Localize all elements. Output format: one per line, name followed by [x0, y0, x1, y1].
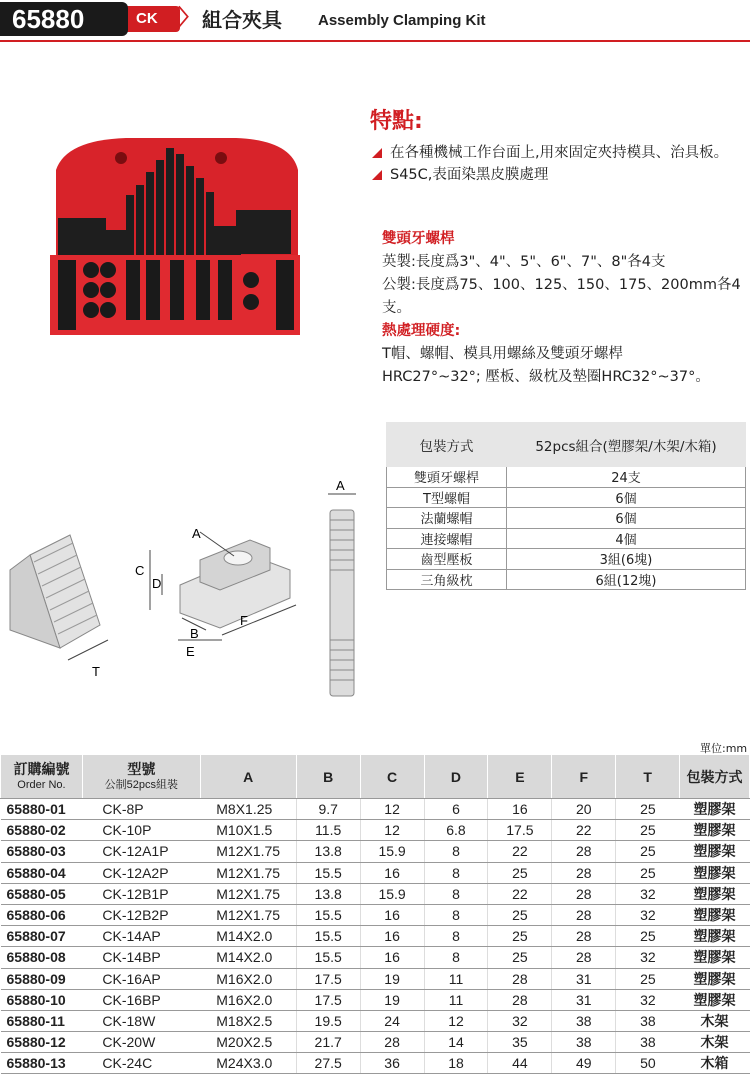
spec-table — [0, 754, 750, 1074]
dim-t: 25 — [616, 926, 680, 947]
table-row — [1, 947, 750, 968]
dim-t: 25 — [616, 799, 680, 820]
table-row — [1, 841, 750, 862]
dim-t: 38 — [616, 1032, 680, 1053]
dim-t: 25 — [616, 820, 680, 841]
package-item-qty: 6組(12塊) — [507, 569, 746, 590]
dim-d: 8 — [424, 883, 488, 904]
package-item-name: 三角級枕 — [387, 569, 507, 590]
package-item-qty: 6個 — [507, 508, 746, 529]
dim-d: 6.8 — [424, 820, 488, 841]
dim-c: 16 — [360, 862, 424, 883]
table-row — [1, 862, 750, 883]
dim-d: 11 — [424, 989, 488, 1010]
label-a: A — [192, 526, 201, 541]
thread-a: M12X1.75 — [200, 862, 296, 883]
order-no: 65880-04 — [1, 862, 83, 883]
packaging: 塑膠架 — [680, 947, 750, 968]
order-no: 65880-02 — [1, 820, 83, 841]
dim-f: 38 — [552, 1010, 616, 1031]
table-row — [387, 467, 746, 488]
thread-a: M18X2.5 — [200, 1010, 296, 1031]
order-no: 65880-13 — [1, 1053, 83, 1074]
order-no: 65880-12 — [1, 1032, 83, 1053]
table-row — [1, 1032, 750, 1053]
table-row — [1, 820, 750, 841]
packaging: 塑膠架 — [680, 862, 750, 883]
table-row — [1, 904, 750, 925]
package-item-name: 法蘭螺帽 — [387, 508, 507, 529]
spec-block — [382, 228, 747, 389]
dim-d: 8 — [424, 841, 488, 862]
dim-e: 25 — [488, 904, 552, 925]
packaging: 塑膠架 — [680, 989, 750, 1010]
dim-c: 36 — [360, 1053, 424, 1074]
dim-c: 28 — [360, 1032, 424, 1053]
dim-e: 28 — [488, 968, 552, 989]
dim-t: 32 — [616, 947, 680, 968]
triangle-bullet-icon — [372, 148, 382, 158]
packaging: 木架 — [680, 1032, 750, 1053]
t-nut-diagram — [135, 526, 296, 659]
packaging: 塑膠架 — [680, 904, 750, 925]
dim-b: 15.5 — [296, 926, 360, 947]
dim-d: 8 — [424, 926, 488, 947]
dim-t: 25 — [616, 841, 680, 862]
product-title-zh: 組合夾具 — [202, 8, 282, 32]
table-row — [1, 926, 750, 947]
dim-c: 12 — [360, 820, 424, 841]
features-list — [370, 142, 745, 186]
packaging: 木架 — [680, 1010, 750, 1031]
feature-item — [370, 142, 745, 164]
package-item-name: 連接螺帽 — [387, 528, 507, 549]
package-item-qty: 6個 — [507, 487, 746, 508]
thread-a: M12X1.75 — [200, 841, 296, 862]
order-no: 65880-11 — [1, 1010, 83, 1031]
table-header-row — [1, 755, 750, 799]
dim-e: 32 — [488, 1010, 552, 1031]
table-row — [1, 1010, 750, 1031]
dim-c: 24 — [360, 1010, 424, 1031]
model: CK-12B2P — [82, 904, 200, 925]
model: CK-16BP — [82, 989, 200, 1010]
table-row — [1, 968, 750, 989]
dim-b: 13.8 — [296, 841, 360, 862]
table-row — [1, 883, 750, 904]
model: CK-10P — [82, 820, 200, 841]
thread-a: M14X2.0 — [200, 926, 296, 947]
dim-b: 13.8 — [296, 883, 360, 904]
thread-a: M24X3.0 — [200, 1053, 296, 1074]
dim-d: 8 — [424, 947, 488, 968]
table-row — [387, 549, 746, 570]
label-e: E — [186, 644, 195, 659]
dim-d: 11 — [424, 968, 488, 989]
dim-d: 18 — [424, 1053, 488, 1074]
package-item-name: 雙頭牙螺桿 — [387, 467, 507, 488]
thread-a: M10X1.5 — [200, 820, 296, 841]
brand-badge: CK — [122, 6, 180, 32]
heat-line-1: T帽、螺帽、模具用螺絲及雙頭牙螺桿 — [382, 346, 623, 362]
col-b: B — [296, 755, 360, 799]
dim-f: 28 — [552, 862, 616, 883]
packaging: 塑膠架 — [680, 883, 750, 904]
thread-a: M8X1.25 — [200, 799, 296, 820]
dim-b: 11.5 — [296, 820, 360, 841]
heat-line-2: HRC27°~32°; 壓板、級枕及墊圈HRC32°~37°。 — [382, 369, 710, 385]
dim-b: 19.5 — [296, 1010, 360, 1031]
heat-title: 熱處理硬度: — [382, 323, 461, 339]
order-no: 65880-09 — [1, 968, 83, 989]
packaging: 塑膠架 — [680, 841, 750, 862]
dim-e: 16 — [488, 799, 552, 820]
stud-title: 雙頭牙螺桿 — [382, 231, 455, 247]
table-row — [387, 569, 746, 590]
product-code: 65880 — [0, 2, 128, 36]
dim-c: 15.9 — [360, 883, 424, 904]
dim-b: 21.7 — [296, 1032, 360, 1053]
model: CK-18W — [82, 1010, 200, 1031]
package-item-name: 齒型壓板 — [387, 549, 507, 570]
dim-t: 25 — [616, 862, 680, 883]
packaging: 木箱 — [680, 1053, 750, 1074]
thread-a: M20X2.5 — [200, 1032, 296, 1053]
dim-t: 32 — [616, 883, 680, 904]
model: CK-12A2P — [82, 862, 200, 883]
order-no: 65880-01 — [1, 799, 83, 820]
table-row — [387, 528, 746, 549]
dim-f: 28 — [552, 883, 616, 904]
col-e: E — [488, 755, 552, 799]
dim-f: 28 — [552, 947, 616, 968]
dim-b: 15.5 — [296, 862, 360, 883]
table-row — [387, 487, 746, 508]
thread-a: M14X2.0 — [200, 947, 296, 968]
dim-d: 14 — [424, 1032, 488, 1053]
dim-e: 28 — [488, 989, 552, 1010]
page-header — [0, 0, 750, 40]
model: CK-12B1P — [82, 883, 200, 904]
dim-c: 19 — [360, 968, 424, 989]
table-row — [387, 508, 746, 529]
model: CK-8P — [82, 799, 200, 820]
step-block-diagram — [10, 535, 108, 679]
thread-a: M16X2.0 — [200, 968, 296, 989]
product-title-en: Assembly Clamping Kit — [318, 12, 486, 29]
col-c: C — [360, 755, 424, 799]
package-table — [386, 422, 746, 590]
col-a: A — [200, 755, 296, 799]
dim-d: 8 — [424, 904, 488, 925]
stud-diagram — [328, 478, 356, 696]
dim-t: 32 — [616, 904, 680, 925]
dim-c: 19 — [360, 989, 424, 1010]
packaging: 塑膠架 — [680, 926, 750, 947]
dim-e: 22 — [488, 841, 552, 862]
dim-e: 44 — [488, 1053, 552, 1074]
col-t: T — [616, 755, 680, 799]
order-no: 65880-08 — [1, 947, 83, 968]
thread-a: M12X1.75 — [200, 904, 296, 925]
col-d: D — [424, 755, 488, 799]
package-header-left: 包裝方式 — [387, 423, 507, 467]
dim-t: 38 — [616, 1010, 680, 1031]
dim-b: 15.5 — [296, 947, 360, 968]
dim-b: 9.7 — [296, 799, 360, 820]
label-a2: A — [336, 478, 345, 493]
package-item-qty: 24支 — [507, 467, 746, 488]
model: CK-14BP — [82, 947, 200, 968]
stud-inch: 英製:長度爲3"、4"、5"、6"、7"、8"各4支 — [382, 254, 666, 270]
dim-f: 31 — [552, 968, 616, 989]
model: CK-24C — [82, 1053, 200, 1074]
dim-e: 17.5 — [488, 820, 552, 841]
dim-c: 16 — [360, 947, 424, 968]
dim-t: 25 — [616, 968, 680, 989]
dim-e: 25 — [488, 926, 552, 947]
feature-text: 在各種機械工作台面上,用來固定夾持模具、治具板。 — [390, 145, 729, 161]
dim-f: 31 — [552, 989, 616, 1010]
dim-b: 15.5 — [296, 904, 360, 925]
dim-t: 50 — [616, 1053, 680, 1074]
dim-f: 28 — [552, 904, 616, 925]
dim-b: 27.5 — [296, 1053, 360, 1074]
thread-a: M16X2.0 — [200, 989, 296, 1010]
dim-d: 12 — [424, 1010, 488, 1031]
dim-e: 35 — [488, 1032, 552, 1053]
chevron-right-icon: 〉 — [178, 6, 201, 31]
package-item-qty: 4個 — [507, 528, 746, 549]
label-f: F — [240, 613, 248, 628]
dim-c: 12 — [360, 799, 424, 820]
order-no: 65880-06 — [1, 904, 83, 925]
label-c: C — [135, 563, 145, 578]
clamping-kit-photo — [36, 130, 306, 350]
features-title: 特點: — [370, 109, 423, 134]
dim-f: 38 — [552, 1032, 616, 1053]
dim-f: 20 — [552, 799, 616, 820]
feature-text: S45C,表面染黑皮膜處理 — [390, 167, 549, 183]
dim-f: 22 — [552, 820, 616, 841]
col-pack: 包裝方式 — [680, 755, 750, 799]
unit-label: 單位:mm — [700, 742, 748, 755]
dim-f: 49 — [552, 1053, 616, 1074]
feature-item — [370, 164, 745, 186]
thread-a: M12X1.75 — [200, 883, 296, 904]
model: CK-16AP — [82, 968, 200, 989]
dim-e: 22 — [488, 883, 552, 904]
dim-c: 16 — [360, 904, 424, 925]
order-no: 65880-07 — [1, 926, 83, 947]
packaging: 塑膠架 — [680, 820, 750, 841]
model: CK-14AP — [82, 926, 200, 947]
package-header-right: 52pcs組合(塑膠架/木架/木箱) — [507, 423, 746, 467]
dim-c: 15.9 — [360, 841, 424, 862]
table-row — [1, 1053, 750, 1074]
order-no: 65880-03 — [1, 841, 83, 862]
dim-b: 17.5 — [296, 968, 360, 989]
dim-d: 6 — [424, 799, 488, 820]
label-b: B — [190, 626, 199, 641]
packaging: 塑膠架 — [680, 799, 750, 820]
packaging: 塑膠架 — [680, 968, 750, 989]
dim-e: 25 — [488, 947, 552, 968]
table-row — [1, 799, 750, 820]
dim-c: 16 — [360, 926, 424, 947]
label-t: T — [92, 664, 100, 679]
dim-f: 28 — [552, 926, 616, 947]
model: CK-20W — [82, 1032, 200, 1053]
model: CK-12A1P — [82, 841, 200, 862]
table-row — [1, 989, 750, 1010]
col-f: F — [552, 755, 616, 799]
dim-f: 28 — [552, 841, 616, 862]
triangle-bullet-icon — [372, 170, 382, 180]
stud-metric: 公製:長度爲75、100、125、150、175、200mm各4支。 — [382, 277, 741, 316]
dim-e: 25 — [488, 862, 552, 883]
col-model: 型號 公制52pcs組裝 — [82, 755, 200, 799]
label-d: D — [152, 576, 162, 591]
col-order: 訂購編號 Order No. — [1, 755, 83, 799]
order-no: 65880-10 — [1, 989, 83, 1010]
package-item-qty: 3組(6塊) — [507, 549, 746, 570]
dimension-diagrams — [0, 470, 380, 710]
dim-t: 32 — [616, 989, 680, 1010]
order-no: 65880-05 — [1, 883, 83, 904]
dim-b: 17.5 — [296, 989, 360, 1010]
dim-d: 8 — [424, 862, 488, 883]
package-item-name: T型螺帽 — [387, 487, 507, 508]
header-divider — [0, 40, 750, 42]
